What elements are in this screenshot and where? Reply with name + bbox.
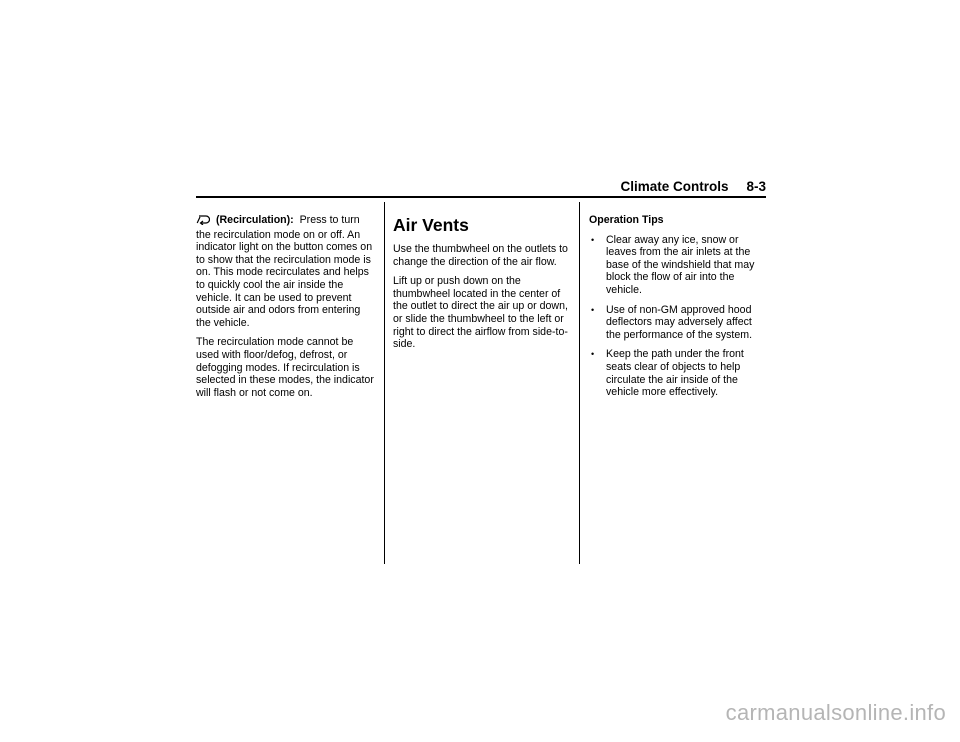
column-operation-tips [589,214,767,406]
operation-tips-heading: Operation Tips [589,214,664,226]
bullet-icon: • [591,304,595,315]
list-item [589,348,767,398]
column-air-vents [393,214,569,358]
air-vents-heading: Air Vents [393,215,469,235]
recirculation-note: The recirculation mode cannot be used with floor/defog, defrost, or defogging modes. If recirculation is selected in these modes, the indicator will flash or not come on. [196,336,374,399]
recirculation-icon [196,214,210,229]
recirculation-paragraph [196,214,376,329]
recirculation-term: (Recirculation): [216,214,294,226]
section-title: Climate Controls [620,179,729,194]
bullet-icon: • [591,349,595,360]
recirculation-description: Press to turn the recirculation mode on or off. An indicator light on the button comes on to show that the recirculation mode is on. This mode recirculates and helps to quickly cool the air inside the vehicle. It can be used to prevent outside air and odors from entering the vehicle. [196,214,373,329]
air-vents-paragraph-2: Lift up or push down on the thumbwheel located in the center of the outlet to direct the air up or down, or slide the thumbwheel to the left or right to direct the airflow from side-to-side. [393,275,568,351]
header-rule [196,196,766,198]
air-vents-paragraph-1: Use the thumbwheel on the outlets to change the direction of the air flow. [393,243,568,268]
tip-text: Clear away any ice, snow or leaves from the air inlets at the base of the windshield that may block the flow of air into the vehicle. [606,233,755,296]
tip-text: Use of non-GM approved hood deflectors may adversely affect the performance of the system. [606,303,753,341]
page-number: 8-3 [746,179,766,194]
list-item [589,304,767,342]
operation-tips-list [589,234,767,399]
column-divider-left [384,202,385,564]
bullet-icon: • [591,234,595,245]
tip-text: Keep the path under the front seats clear of objects to help circulate the air inside of the vehicle more effectively. [606,348,744,399]
column-divider-right [579,202,580,564]
list-item [589,234,767,297]
column-recirculation [196,214,376,406]
page-header [196,178,766,196]
watermark: carmanualsonline.info [725,700,946,725]
